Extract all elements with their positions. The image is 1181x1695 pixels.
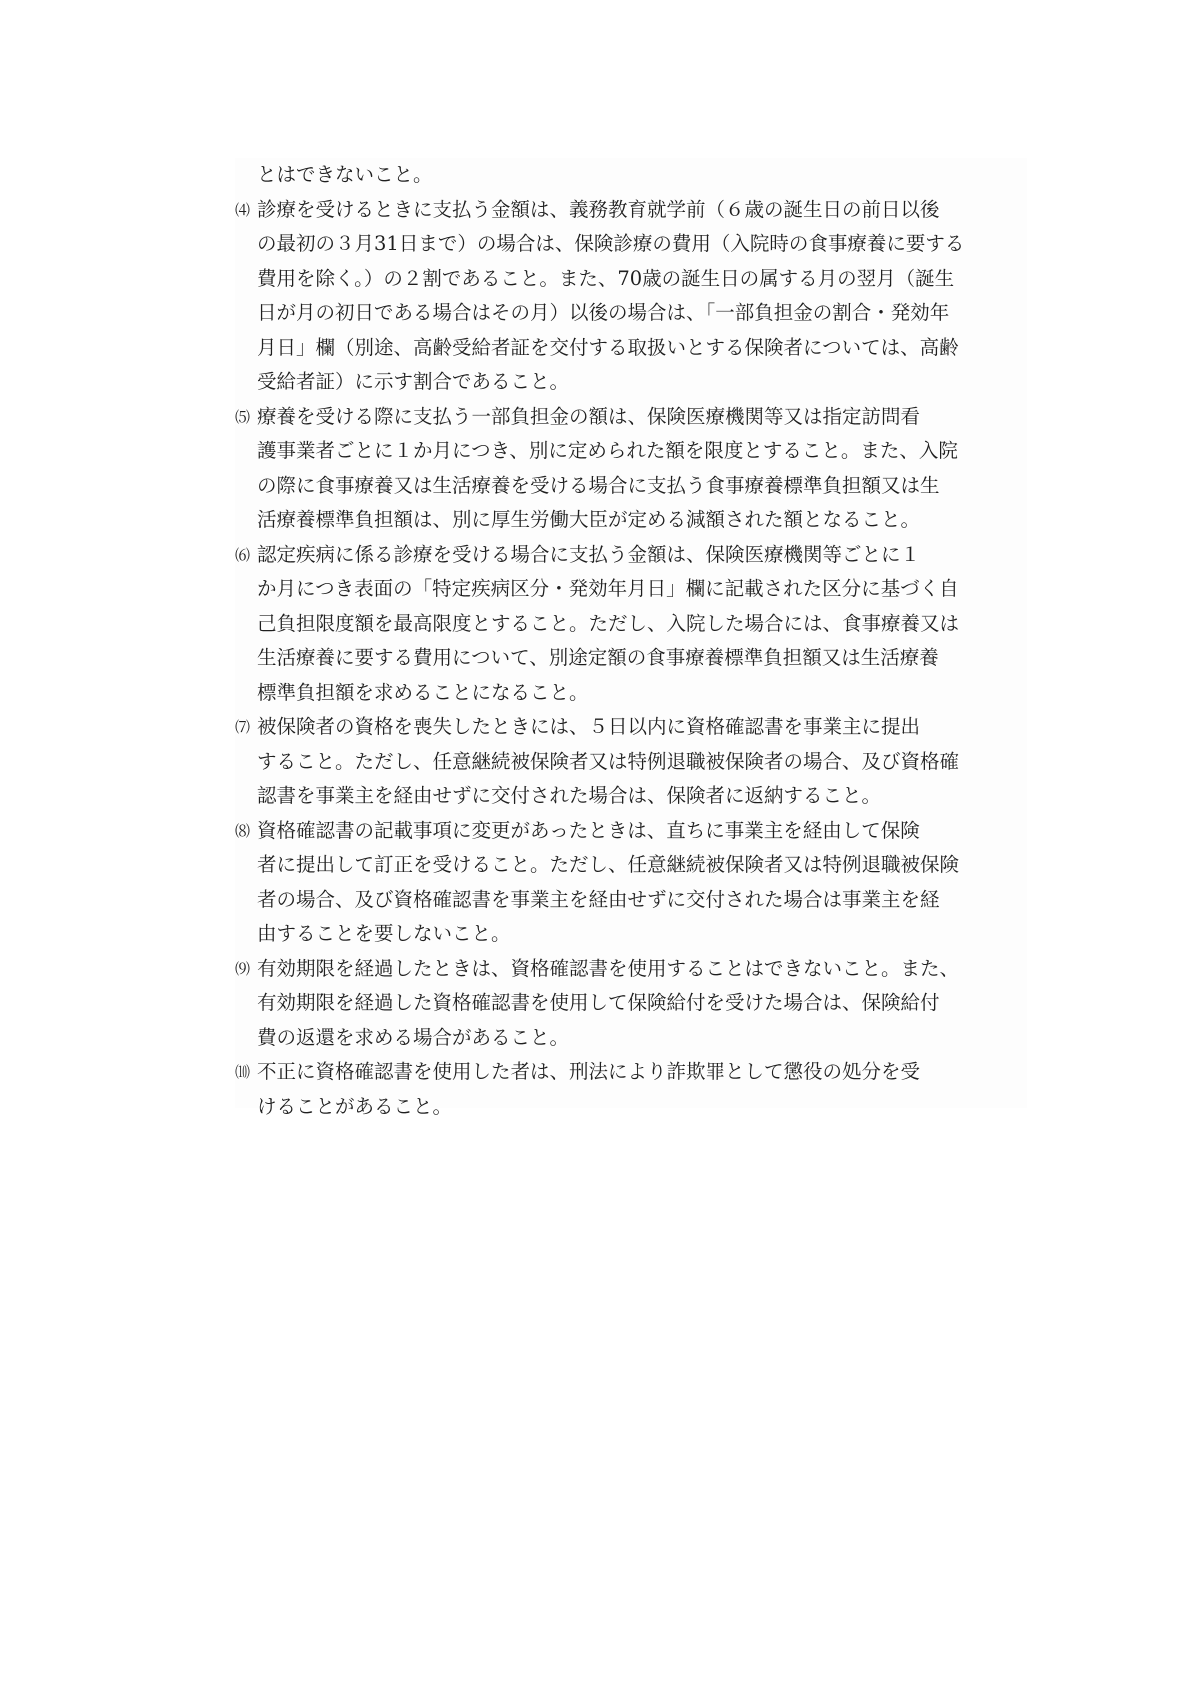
item-number: ⑷ bbox=[235, 200, 250, 219]
item-line: 有効期限を経過したときは、資格確認書を使用することはできないこと。また、 bbox=[257, 956, 960, 980]
item-number: ⑼ bbox=[235, 959, 250, 978]
list-item-7 bbox=[235, 710, 1027, 814]
list-item-8 bbox=[235, 814, 1027, 952]
item-number: ⑺ bbox=[235, 718, 250, 736]
item-line: 費用を除く。）の２割であること。また、70歳の誕生日の属する月の翌月（誕生 bbox=[257, 266, 955, 290]
item-line: 己負担限度額を最高限度とすること。ただし、入院した場合には、食事療養又は bbox=[257, 611, 960, 635]
list-item-5 bbox=[235, 400, 1027, 538]
item-line: 被保険者の資格を喪失したときには、５日以内に資格確認書を事業主に提出 bbox=[257, 715, 921, 738]
item-number: ⑻ bbox=[235, 821, 250, 840]
item-line: 生活療養に要する費用について、別途定額の食事療養標準負担額又は生活療養 bbox=[257, 646, 939, 669]
item-line: 日が月の初日である場合はその月）以後の場合は、「一部負担金の割合・発効年 bbox=[257, 301, 950, 324]
item-number: ⑹ bbox=[235, 545, 250, 564]
item-line: すること。ただし、任意継続被保険者又は特例退職被保険者の場合、及び資格確 bbox=[257, 749, 960, 773]
item-line: 有効期限を経過した資格確認書を使用して保険給付を受けた場合は、保険給付 bbox=[257, 991, 940, 1014]
list-item-9 bbox=[235, 952, 1027, 1056]
item-line: 標準負担額を求めることになること。 bbox=[257, 680, 589, 704]
item-line: の際に食事療養又は生活療養を受ける場合に支払う食事療養標準負担額又は生 bbox=[257, 473, 940, 497]
list-item-10 bbox=[235, 1055, 1027, 1124]
item-line: 認定疾病に係る診療を受ける場合に支払う金額は、保険医療機関等ごとに１ bbox=[257, 542, 921, 566]
item-number: ⑽ bbox=[235, 1063, 250, 1081]
item-line: 月日」欄（別途、高齢受給者証を交付する取扱いとする保険者については、高齢 bbox=[257, 335, 959, 359]
item-line: 受給者証）に示す割合であること。 bbox=[257, 370, 570, 393]
item-line: 療養を受ける際に支払う一部負担金の額は、保険医療機関等又は指定訪問看 bbox=[257, 404, 921, 428]
document-page bbox=[235, 158, 1027, 1118]
opening-line: とはできないこと。 bbox=[257, 163, 433, 186]
item-number: ⑸ bbox=[235, 407, 250, 426]
item-line: けることがあること。 bbox=[257, 1094, 453, 1118]
item-line: 不正に資格確認書を使用した者は、刑法により詐欺罪として懲役の処分を受 bbox=[257, 1060, 921, 1083]
item-line: の最初の３月31日まで）の場合は、保険診療の費用（入院時の食事療養に要する bbox=[257, 232, 965, 255]
item-line: か月につき表面の「特定疾病区分・発効年月日」欄に記載された区分に基づく自 bbox=[257, 577, 959, 600]
item-line: 者に提出して訂正を受けること。ただし、任意継続被保険者又は特例退職被保険 bbox=[257, 853, 960, 876]
item-line: 由することを要しないこと。 bbox=[257, 922, 511, 945]
item-line: 費の返還を求める場合があること。 bbox=[257, 1025, 570, 1049]
list-item-4 bbox=[235, 193, 1027, 400]
item-line: 護事業者ごとに１か月につき、別に定められた額を限度とすること。また、入院 bbox=[257, 439, 958, 462]
item-line: 活療養標準負担額は、別に厚生労働大臣が定める減額された額となること。 bbox=[257, 508, 921, 531]
item-line: 者の場合、及び資格確認書を事業主を経由せずに交付された場合は事業主を経 bbox=[257, 887, 940, 911]
list-item-6 bbox=[235, 538, 1027, 711]
item-line: 認書を事業主を経由せずに交付された場合は、保険者に返納すること。 bbox=[257, 784, 882, 807]
item-line: 資格確認書の記載事項に変更があったときは、直ちに事業主を経由して保険 bbox=[257, 818, 920, 842]
item-line: 診療を受けるときに支払う金額は、義務教育就学前（６歳の誕生日の前日以後 bbox=[257, 197, 940, 221]
